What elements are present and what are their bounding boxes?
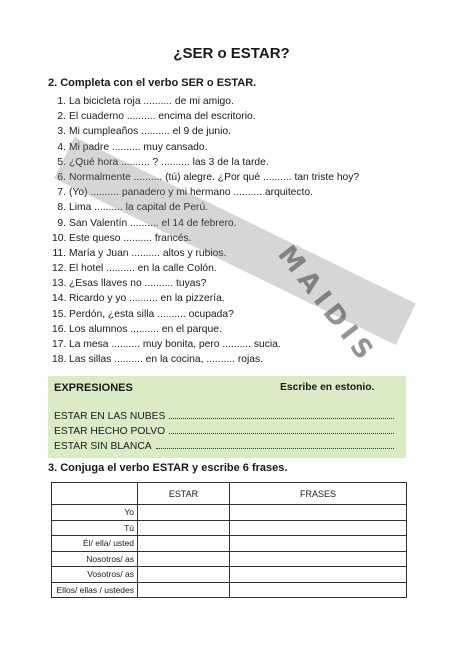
item-number: 17.	[52, 339, 67, 350]
item-number: 6.	[57, 171, 66, 183]
estar-answer-cell[interactable]	[138, 520, 230, 536]
page-title: ¿SER o ESTAR?	[173, 45, 290, 62]
item-text: Las sillas .......... en la cocina, .......... rojas.	[69, 354, 264, 366]
item-text: Normalmente .......... (tú) alegre. ¿Por qué .......... tan triste hoy?	[69, 171, 360, 183]
header-estar: ESTAR	[138, 483, 230, 505]
item-text: (Yo) .......... panadero y mi hermano .......... arquitecto.	[69, 187, 313, 199]
list-item	[52, 140, 422, 155]
list-item	[52, 291, 422, 306]
expression-label: ESTAR HECHO POLVO	[54, 426, 166, 437]
item-number: 2.	[57, 111, 66, 123]
expression-label: ESTAR SIN BLANCA	[54, 441, 152, 452]
list-item	[52, 94, 422, 109]
item-number: 18.	[52, 354, 67, 366]
list-item	[52, 109, 422, 124]
list-item	[52, 170, 422, 185]
pronoun-cell: Nosotros/ as	[52, 551, 138, 567]
item-text: El hotel .......... en la calle Colón.	[69, 263, 217, 275]
item-number: 9.	[57, 217, 66, 229]
estar-answer-cell[interactable]	[138, 567, 230, 583]
item-number: 7.	[57, 187, 66, 199]
item-text: Los alumnos .......... en el parque.	[69, 323, 222, 335]
list-item	[52, 231, 422, 246]
answer-line	[169, 410, 394, 419]
item-number: 12.	[52, 263, 67, 275]
list-item	[52, 185, 422, 200]
item-text: Este queso .......... francés.	[69, 232, 192, 244]
expression-row	[54, 440, 394, 452]
list-item	[52, 216, 422, 231]
answer-line	[169, 425, 394, 434]
list-item	[52, 246, 422, 261]
table-row	[52, 520, 407, 536]
answer-line	[156, 440, 394, 449]
item-text: María y Juan .......... altos y rubios.	[69, 247, 227, 259]
table-row	[52, 505, 407, 521]
item-text: El cuaderno .......... encima del escritorio.	[69, 111, 256, 123]
list-item	[52, 200, 422, 215]
item-text: Mi padre .......... muy cansado.	[69, 141, 208, 153]
item-number: 3.	[57, 126, 66, 138]
expresiones-box	[48, 376, 406, 458]
item-number: 8.	[57, 202, 66, 214]
table-row	[52, 551, 407, 567]
item-text: San Valentín .......... el 14 de febrero.	[69, 217, 237, 229]
item-text: Mi cumpleaños .......... el 9 de junio.	[69, 126, 231, 138]
expresiones-instruction: Escribe en estonio.	[280, 382, 375, 393]
frases-answer-cell[interactable]	[230, 505, 407, 521]
item-number: 16.	[52, 323, 67, 335]
item-number: 13.	[52, 278, 67, 290]
pronoun-cell: Vosotros/ as	[52, 567, 138, 583]
estar-answer-cell[interactable]	[138, 505, 230, 521]
pronoun-cell: Él/ ella/ usted	[52, 536, 138, 552]
item-text: ¿Esas llaves no .......... tuyas?	[69, 278, 207, 290]
item-number: 4.	[57, 141, 66, 153]
item-text: Lima .......... la capital de Perú.	[69, 202, 209, 214]
conjugation-table	[51, 482, 407, 598]
frases-answer-cell[interactable]	[230, 520, 407, 536]
item-text: La mesa .......... muy bonita, pero .......... sucia.	[69, 339, 281, 350]
estar-answer-cell[interactable]	[138, 536, 230, 552]
watermark-text: MAIDIS	[271, 240, 383, 371]
item-number: 1.	[57, 96, 66, 107]
item-number: 11.	[52, 247, 66, 259]
item-number: 5.	[57, 156, 66, 168]
item-text: Ricardo y yo .......... en la pizzería.	[69, 293, 225, 305]
table-row	[52, 567, 407, 583]
estar-answer-cell[interactable]	[138, 551, 230, 567]
list-item	[52, 155, 422, 170]
table-row	[52, 536, 407, 552]
item-number: 10.	[52, 232, 67, 244]
item-text: La bicicleta roja .......... de mi amigo.	[69, 96, 234, 107]
expression-row	[54, 425, 394, 437]
pronoun-cell: Yo	[52, 505, 138, 521]
frases-answer-cell[interactable]	[230, 582, 407, 598]
expression-row	[54, 410, 394, 422]
expresiones-title: EXPRESIONES	[54, 382, 133, 394]
item-number: 15.	[52, 308, 67, 320]
item-text: Perdón, ¿esta silla .......... ocupada?	[69, 308, 234, 320]
exercise-list	[52, 94, 422, 367]
item-number: 14.	[52, 293, 67, 305]
list-item	[52, 276, 422, 291]
list-item	[52, 124, 422, 139]
frases-answer-cell[interactable]	[230, 536, 407, 552]
frases-answer-cell[interactable]	[230, 551, 407, 567]
frases-answer-cell[interactable]	[230, 567, 407, 583]
list-item	[52, 307, 422, 322]
pronoun-cell: Ellos/ ellas / ustedes	[52, 582, 138, 598]
item-text: ¿Qué hora .......... ? .......... las 3 de la tarde.	[69, 156, 269, 168]
table-header-row	[52, 483, 407, 505]
pronoun-cell: Tú	[52, 520, 138, 536]
expression-label: ESTAR EN LAS NUBES	[54, 411, 166, 422]
table-row	[52, 582, 407, 598]
section3-heading: 3. Conjuga el verbo ESTAR y escribe 6 frases.	[48, 462, 288, 474]
header-cell-empty	[52, 483, 138, 505]
header-frases: FRASES	[230, 483, 407, 505]
section2-heading: 2. Completa con el verbo SER o ESTAR.	[48, 77, 257, 89]
list-item	[52, 261, 422, 276]
estar-answer-cell[interactable]	[138, 582, 230, 598]
